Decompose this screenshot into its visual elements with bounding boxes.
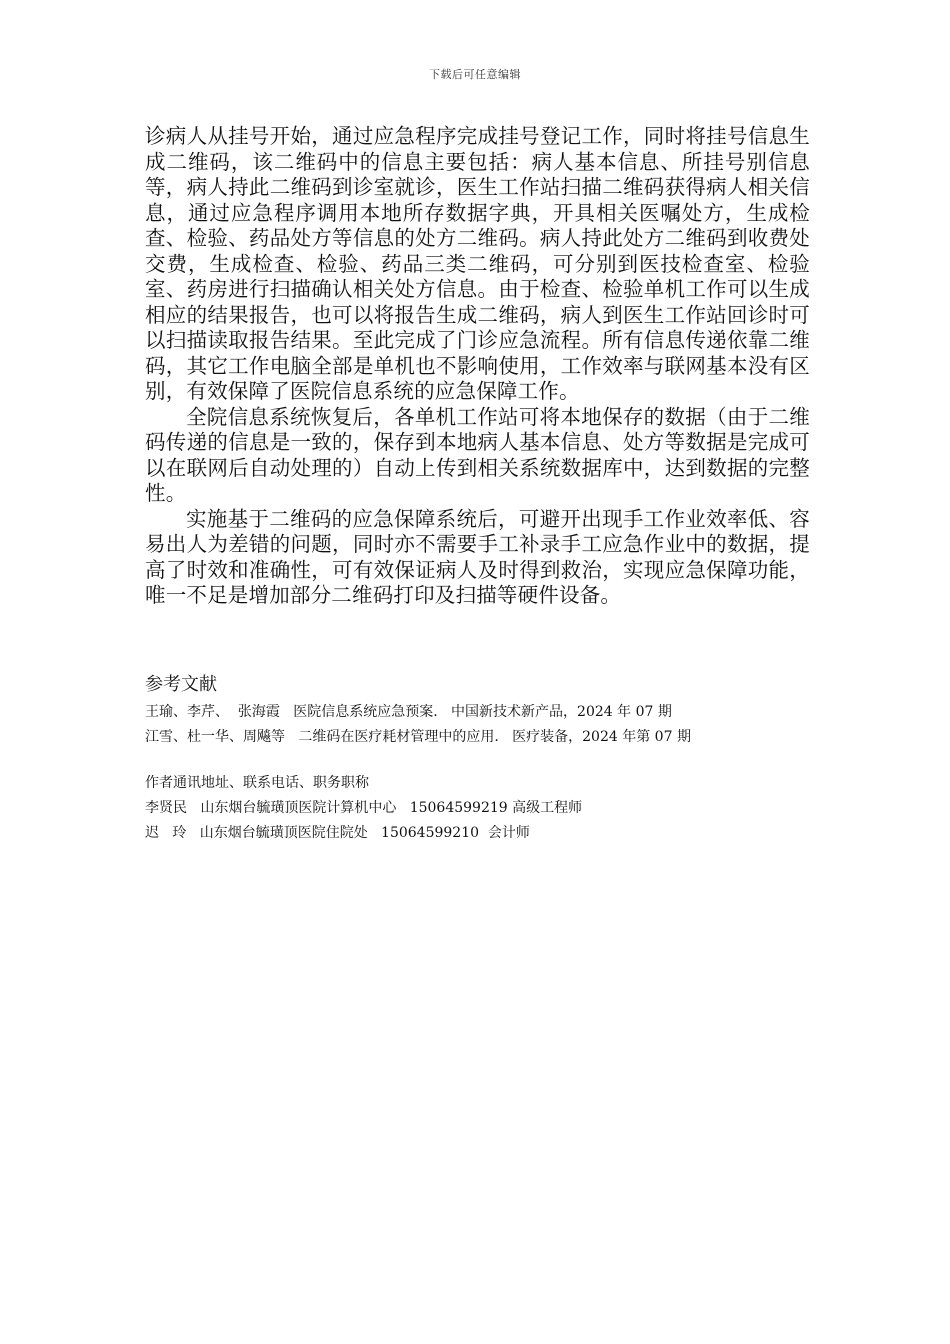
- author-info-title: 作者通讯地址、联系电话、职务职称: [145, 775, 369, 791]
- reference-item: 王瑜、李芹、 张海霞 医院信息系统应急预案. 中国新技术新产品，2024 年 07 期: [145, 704, 672, 720]
- references-section: [145, 672, 825, 750]
- page-header: 下载后可任意编辑: [429, 68, 521, 81]
- author-info-section: [145, 770, 825, 846]
- paragraph-conclusion: 实施基于二维码的应急保障系统后，可避开出现手工作业效率低、容易出人为差错的问题，同时亦不需要手工补录手工应急作业中的数据，提高了时效和准确性，可有效保证病人及时得到救治，实现应急保障功能，唯一不足是增加部分二维码打印及扫描等硬件设备。: [145, 506, 810, 607]
- paragraph-system-recovery: 全院信息系统恢复后，各单机工作站可将本地保存的数据（由于二维码传递的信息是一致的，保存到本地病人基本信息、处方等数据是完成可以在联网后自动处理的）自动上传到相关系统数据库中，达到数据的完整性。: [145, 404, 810, 505]
- reference-item: 江雪、杜一华、周飚等 二维码在医疗耗材管理中的应用. 医疗装备，2024 年第 07 期: [145, 729, 691, 745]
- author-item: 迟 玲 山东烟台毓璜顶医院住院处 15064599210 会计师: [145, 825, 530, 841]
- author-item: 李贤民 山东烟台毓璜顶医院计算机中心 15064599219 高级工程师: [145, 800, 583, 816]
- body-text: [145, 124, 810, 609]
- paragraph-continued: 诊病人从挂号开始，通过应急程序完成挂号登记工作，同时将挂号信息生成二维码，该二维码中的信息主要包括：病人基本信息、所挂号别信息等，病人持此二维码到诊室就诊，医生工作站扫描二维码获得病人相关信息，通过应急程序调用本地所存数据字典，开具相关医嘱处方，生成检查、检验、药品处方等信息的处方二维码。病人持此处方二维码到收费处交费，生成检查、检验、药品三类二维码，可分别到医技检查室、检验室、药房进行扫描确认相关处方信息。由于检查、检验单机工作可以生成相应的结果报告，也可以将报告生成二维码，病人到医生工作站回诊时可以扫描读取报告结果。至此完成了门诊应急流程。所有信息传递依靠二维码，其它工作电脑全部是单机也不影响使用，工作效率与联网基本没有区别，有效保障了医院信息系统的应急保障工作。: [145, 124, 810, 403]
- references-title: 参考文献: [145, 674, 217, 695]
